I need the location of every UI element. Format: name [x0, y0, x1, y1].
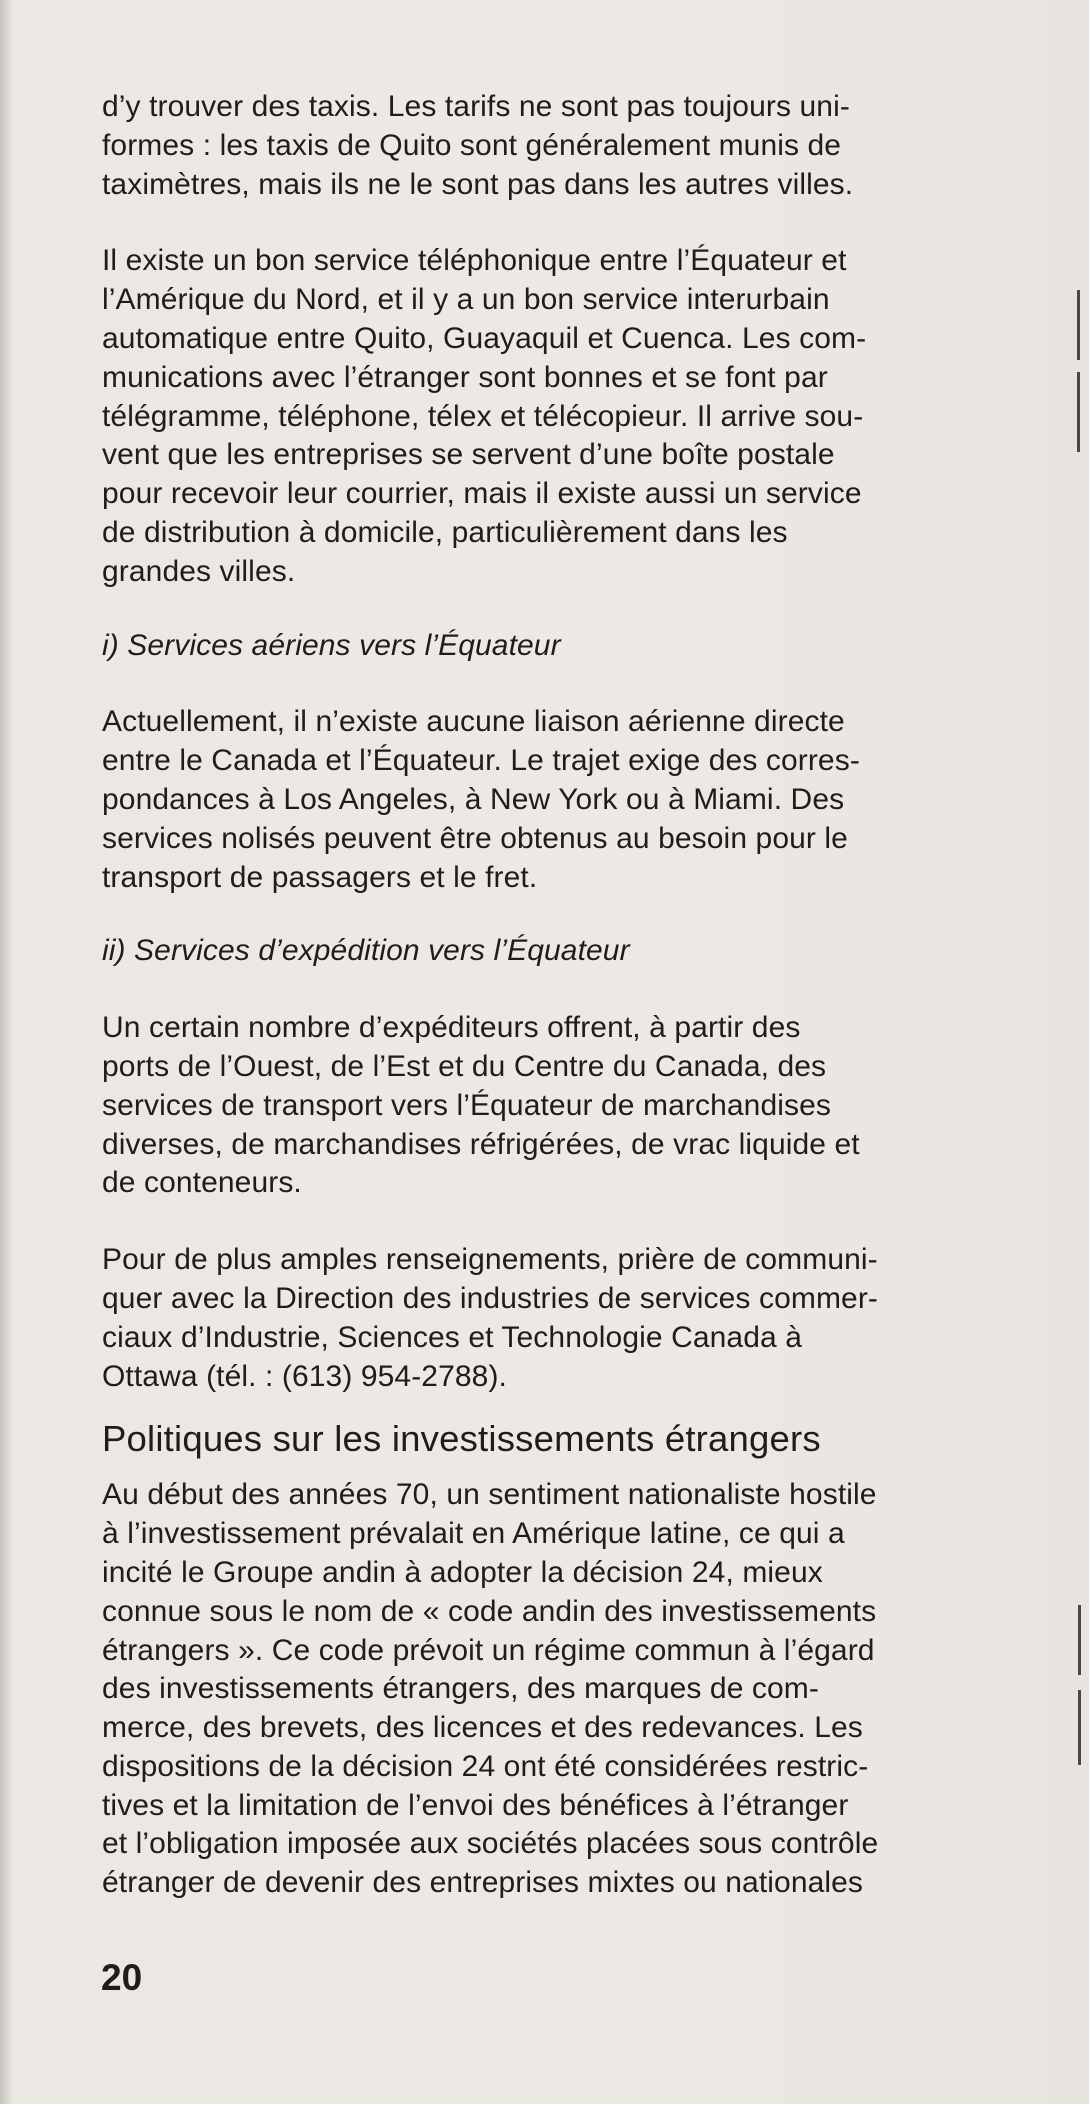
- text-line: Il existe un bon service téléphonique entre l’Équateur et: [102, 244, 847, 278]
- text-line: tives et la limitation de l’envoi des bénéfices à l’étranger: [102, 1788, 849, 1822]
- paragraph-air-services: [102, 703, 1022, 897]
- text-line: d’y trouver des taxis. Les tarifs ne sont pas toujours uni-: [102, 90, 850, 123]
- text-line: pour recevoir leur courrier, mais il existe aussi un service: [102, 477, 862, 511]
- text-line: Pour de plus amples renseignements, prière de communi-: [102, 1243, 878, 1277]
- text-line: automatique entre Quito, Guayaquil et Cuenca. Les com-: [102, 321, 867, 355]
- subheading-shipping-services: ii) Services d’expédition vers l’Équateur: [102, 934, 630, 968]
- text-line: Ottawa (tél. : (613) 954-2788).: [102, 1359, 507, 1393]
- page-spine-shadow: [0, 0, 10, 2104]
- text-line: merce, des brevets, des licences et des redevances. Les: [102, 1711, 863, 1745]
- text-line: dispositions de la décision 24 ont été considérées restric-: [102, 1749, 869, 1783]
- text-line: étranger de devenir des entreprises mixtes ou nationales: [102, 1866, 864, 1900]
- text-line: diverses, de marchandises réfrigérées, de vrac liquide et: [102, 1127, 860, 1161]
- text-line: munications avec l’étranger sont bonnes et se font par: [102, 360, 828, 394]
- text-line: ciaux d’Industrie, Sciences et Technologie Canada à: [102, 1320, 802, 1354]
- text-line: services de transport vers l’Équateur de marchandises: [102, 1088, 831, 1122]
- text-line: pondances à Los Angeles, à New York ou à Miami. Des: [102, 782, 845, 816]
- edge-mark: [1078, 1690, 1081, 1765]
- text-line: quer avec la Direction des industries de services commer-: [102, 1281, 879, 1315]
- text-line: ports de l’Ouest, de l’Est et du Centre du Canada, des: [102, 1049, 827, 1083]
- text-line: Un certain nombre d’expéditeurs offrent, à partir des: [102, 1011, 801, 1045]
- text-line: télégramme, téléphone, télex et télécopieur. Il arrive sou-: [102, 399, 864, 433]
- edge-mark: [1078, 1605, 1081, 1675]
- paragraph-telephone: [102, 242, 1022, 591]
- text-line: Actuellement, il n’existe aucune liaison aérienne directe: [102, 705, 845, 739]
- document-body: [102, 88, 1022, 1903]
- text-line: grandes villes.: [102, 554, 296, 588]
- text-line: étrangers ». Ce code prévoit un régime commun à l’égard: [102, 1633, 875, 1667]
- text-line: de conteneurs.: [102, 1166, 302, 1200]
- text-line: entre le Canada et l’Équateur. Le trajet exige des corres-: [102, 744, 860, 778]
- text-line: de distribution à domicile, particulièrement dans les: [102, 515, 788, 549]
- paragraph-taxis: [102, 88, 1022, 204]
- text-line: connue sous le nom de « code andin des investissements: [102, 1594, 877, 1628]
- text-line: l’Amérique du Nord, et il y a un bon service interurbain: [102, 283, 830, 317]
- paragraph-shipping-services: [102, 1009, 1022, 1203]
- text-line: et l’obligation imposée aux sociétés placées sous contrôle: [102, 1827, 879, 1861]
- edge-mark: [1077, 372, 1080, 452]
- text-line: incité le Groupe andin à adopter la décision 24, mieux: [102, 1555, 823, 1589]
- text-line: transport de passagers et le fret.: [102, 860, 538, 894]
- text-line: taximètres, mais ils ne le sont pas dans les autres villes.: [102, 167, 854, 201]
- text-line: vent que les entreprises se servent d’une boîte postale: [102, 438, 835, 472]
- paragraph-contact: [102, 1241, 1022, 1396]
- text-line: à l’investissement prévalait en Amérique latine, ce qui a: [102, 1517, 845, 1551]
- page-number: 20: [101, 1957, 143, 1998]
- text-line: services nolisés peuvent être obtenus au besoin pour le: [102, 821, 848, 855]
- text-line: Au début des années 70, un sentiment nationaliste hostile: [102, 1478, 877, 1512]
- paragraph-investment-policy: [102, 1476, 1022, 1903]
- section-heading: Politiques sur les investissements étrangers: [102, 1418, 821, 1460]
- text-line: des investissements étrangers, des marques de com-: [102, 1672, 819, 1706]
- text-line: formes : les taxis de Quito sont généralement munis de: [102, 128, 842, 162]
- edge-mark: [1077, 290, 1080, 360]
- subheading-air-services: i) Services aériens vers l’Équateur: [102, 628, 561, 662]
